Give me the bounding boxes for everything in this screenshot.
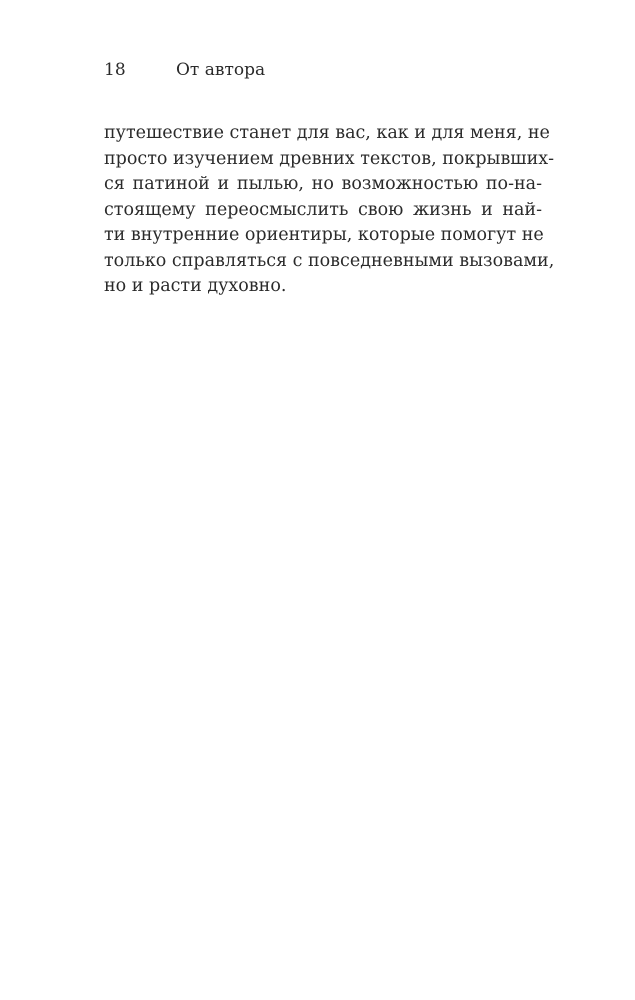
text-line: стоящему переосмыслить свою жизнь и най- [104,199,542,220]
section-title: От автора [176,60,266,80]
text-line: ти внутренние ориентиры, которые помогут не [104,225,544,245]
running-head [104,58,265,82]
text-line: путешествие станет для вас, как и для меня, не [104,123,550,143]
text-line: но и расти духовно. [104,276,287,296]
text-line: только справляться с повседневными вызовами, [104,250,555,271]
text-line: ся патиной и пылью, но возможностью по-на- [104,174,542,194]
body-paragraph [104,121,555,300]
text-line: просто изучением древних текстов, покрывших- [104,148,555,169]
page-number: 18 [104,60,126,80]
